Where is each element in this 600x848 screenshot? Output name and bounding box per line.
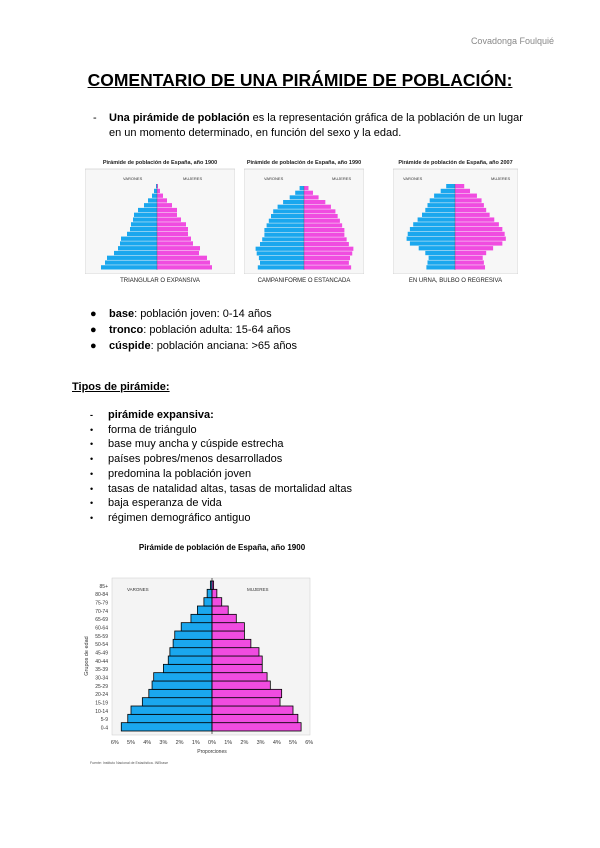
- mini-bar-male: [407, 237, 455, 241]
- mini-bar-female: [304, 214, 338, 218]
- bar-male: [170, 648, 212, 656]
- list-item: • tasas de natalidad altas, tasas de mortalidad altas: [90, 482, 352, 495]
- mini-bar-male: [441, 189, 455, 193]
- mini-left-label: VARONES: [403, 176, 423, 181]
- x-tick-label: 6%: [110, 740, 119, 746]
- mini-bar-female: [304, 228, 344, 232]
- mini-bar-male: [264, 228, 304, 232]
- mini-bar-male: [408, 232, 455, 236]
- y-tick-label: 55-59: [95, 633, 108, 640]
- definition-text: es la representación gráfica de la población de un lugar en un momento determinado, en función del sexo y la edad.: [109, 112, 523, 139]
- bar-female: [212, 631, 244, 639]
- y-tick-label: 10-14: [95, 708, 108, 715]
- x-tick-label: 2%: [240, 740, 249, 746]
- mini-bar-female: [157, 198, 167, 202]
- y-tick-label: 85+: [99, 583, 108, 590]
- mini-right-label: MUJERES: [183, 176, 203, 181]
- y-tick-label: 5-9: [100, 717, 108, 724]
- bar-female: [212, 598, 222, 606]
- mini-bar-female: [304, 247, 353, 251]
- mini-bar-female: [455, 237, 506, 241]
- mini-bar-female: [157, 222, 186, 226]
- bar-male: [168, 656, 212, 664]
- mini-pyramid-expansive: [85, 166, 235, 274]
- bar-female: [212, 606, 228, 614]
- legend-male: VARONES: [127, 587, 149, 592]
- mini-bar-female: [304, 186, 308, 190]
- x-tick-label: 5%: [289, 740, 297, 746]
- mini-bar-male: [429, 256, 455, 260]
- mini-bar-female: [157, 203, 172, 207]
- bar-female: [212, 656, 262, 664]
- mini-bar-female: [455, 265, 485, 269]
- bar-male: [152, 681, 212, 689]
- legend-female: MUJERES: [247, 587, 269, 592]
- mini-bar-female: [455, 232, 505, 236]
- mini-bar-male: [422, 213, 455, 217]
- bar-female: [212, 706, 293, 714]
- part-desc: : población joven: 0-14 años: [134, 308, 272, 320]
- list-item: • régimen demográfico antiguo: [90, 511, 251, 524]
- mini-bar-male: [419, 246, 455, 250]
- y-tick-label: 65-69: [95, 617, 108, 624]
- mini-bar-male: [264, 233, 304, 237]
- section-heading: Tipos de pirámide:: [72, 381, 170, 393]
- list-item: • base muy ancha y cúspide estrecha: [90, 438, 284, 451]
- mini-bar-male: [138, 208, 157, 212]
- mini-bar-female: [304, 261, 349, 265]
- y-axis-label: Grupos de edad: [84, 636, 90, 676]
- mini-chart-expansive: [85, 160, 235, 284]
- bar-male: [197, 606, 212, 614]
- mini-bar-male: [121, 237, 157, 241]
- mini-chart-stationary: [244, 160, 364, 284]
- bar-male: [149, 689, 212, 697]
- mini-left-label: VARONES: [264, 176, 284, 181]
- bar-female: [212, 589, 217, 597]
- y-tick-label: 80-84: [95, 592, 108, 599]
- bar-male: [131, 706, 212, 714]
- part-term: cúspide: [109, 340, 151, 352]
- mini-bar-male: [290, 195, 304, 199]
- bar-male: [121, 723, 212, 731]
- mini-bar-female: [304, 256, 350, 260]
- y-tick-label: 35-39: [95, 667, 108, 674]
- y-tick-label: 15-19: [95, 700, 108, 707]
- bar-male: [173, 639, 212, 647]
- mini-bar-female: [455, 198, 482, 202]
- mini-bar-female: [157, 256, 207, 260]
- mini-bar-female: [455, 203, 484, 207]
- part-term: tronco: [109, 324, 144, 336]
- mini-bar-female: [304, 205, 331, 209]
- mini-pyramid-stationary: [244, 166, 364, 274]
- y-tick-label: 30-34: [95, 675, 108, 682]
- bar-female: [212, 723, 301, 731]
- mini-type-label: CAMPANIFORME O ESTANCADA: [257, 278, 351, 284]
- mini-bar-male: [114, 251, 157, 255]
- list-item: • países pobres/menos desarrollados: [90, 453, 283, 466]
- x-tick-label: 6%: [305, 740, 314, 746]
- mini-bar-male: [131, 222, 157, 226]
- mini-bar-female: [304, 209, 335, 213]
- mini-bar-female: [455, 217, 494, 221]
- bar-female: [212, 664, 262, 672]
- mini-bar-male: [295, 191, 304, 195]
- mini-bar-male: [101, 265, 157, 269]
- y-tick-label: 25-29: [95, 683, 108, 690]
- mini-bar-male: [152, 194, 157, 198]
- mini-bar-female: [304, 251, 352, 255]
- bar-male: [154, 673, 212, 681]
- mini-bar-male: [434, 194, 455, 198]
- mini-bar-male: [300, 186, 304, 190]
- x-tick-label: 0%: [208, 740, 216, 746]
- mini-bar-male: [256, 247, 304, 251]
- mini-bar-female: [304, 223, 342, 227]
- y-tick-label: 75-79: [95, 600, 108, 607]
- mini-bar-male: [269, 219, 304, 223]
- mini-bar-female: [455, 227, 502, 231]
- mini-bar-male: [257, 251, 304, 255]
- y-tick-label: 0-4: [100, 725, 108, 732]
- mini-bar-female: [157, 217, 181, 221]
- y-tick-label: 40-44: [95, 658, 108, 665]
- mini-bar-male: [105, 260, 157, 264]
- bar-male: [128, 714, 212, 722]
- mini-bar-female: [304, 265, 351, 269]
- mini-bar-female: [455, 189, 470, 193]
- bar-male: [207, 589, 212, 597]
- mini-bar-female: [157, 208, 177, 212]
- mini-bar-female: [304, 191, 313, 195]
- bar-female: [212, 673, 267, 681]
- mini-bar-male: [428, 203, 456, 207]
- mini-bar-male: [127, 232, 157, 236]
- mini-bar-male: [278, 205, 304, 209]
- y-tick-label: 45-49: [95, 650, 108, 657]
- mini-bar-male: [413, 222, 455, 226]
- mini-bar-male: [425, 208, 455, 212]
- list-heading: - pirámide expansiva:: [90, 409, 214, 421]
- mini-bar-male: [144, 203, 157, 207]
- x-tick-label: 3%: [256, 740, 265, 746]
- bar-female: [212, 623, 244, 631]
- mini-bar-male: [154, 189, 157, 193]
- mini-bar-female: [455, 184, 464, 188]
- mini-bar-female: [455, 260, 484, 264]
- x-tick-label: 4%: [272, 740, 281, 746]
- x-tick-label: 3%: [159, 740, 168, 746]
- y-tick-label: 60-64: [95, 625, 108, 632]
- pyramid-parts-list: [90, 306, 297, 354]
- mini-bar-male: [120, 241, 157, 245]
- mini-bar-female: [157, 265, 212, 269]
- page-title: COMENTARIO DE UNA PIRÁMIDE DE POBLACIÓN:: [87, 70, 513, 90]
- mini-bar-female: [157, 189, 160, 193]
- part-desc: : población adulta: 15-64 años: [143, 324, 291, 336]
- x-axis-label: Proporciones: [197, 749, 227, 755]
- mini-bar-female: [304, 237, 347, 241]
- mini-bar-female: [455, 213, 490, 217]
- mini-bar-male: [273, 209, 304, 213]
- mini-chart-caption: Pirámide de población de España, año 1990: [246, 160, 362, 166]
- mini-bar-female: [157, 227, 188, 231]
- mini-bar-female: [455, 194, 477, 198]
- part-desc: : población anciana: >65 años: [150, 340, 298, 352]
- mini-bar-male: [410, 227, 455, 231]
- y-tick-label: 20-24: [95, 692, 108, 699]
- bar-female: [212, 639, 251, 647]
- mini-bar-male: [283, 200, 304, 204]
- mini-bar-male: [260, 261, 304, 265]
- y-tick-label: 50-54: [95, 642, 108, 649]
- bar-female: [212, 714, 298, 722]
- mini-bar-male: [446, 184, 455, 188]
- mini-bar-male: [118, 246, 157, 250]
- y-tick-label: 70-74: [95, 608, 108, 615]
- mini-chart-caption: Pirámide de población de España, año 1900: [102, 160, 218, 166]
- mini-bar-male: [428, 260, 456, 264]
- mini-bar-female: [304, 219, 340, 223]
- bar-female: [212, 689, 282, 697]
- bar-male: [181, 623, 212, 631]
- mini-bar-male: [271, 214, 304, 218]
- definition-paragraph: [93, 111, 533, 141]
- mini-chart-regressive: [393, 160, 518, 284]
- mini-bar-male: [418, 217, 455, 221]
- mini-bar-male: [260, 242, 304, 246]
- mini-bar-male: [107, 256, 157, 260]
- mini-bar-male: [430, 198, 455, 202]
- bar-male: [163, 664, 212, 672]
- mini-bar-male: [134, 213, 157, 217]
- bar-female: [212, 681, 270, 689]
- mini-bar-female: [157, 260, 210, 264]
- mini-bar-female: [157, 251, 199, 255]
- mini-bar-female: [455, 222, 499, 226]
- pyramid-types-list: [90, 408, 352, 526]
- bar-male: [191, 614, 212, 622]
- x-tick-label: 1%: [224, 740, 233, 746]
- chart-title: Pirámide de población de España, año 1900: [138, 543, 306, 552]
- mini-bar-female: [304, 200, 325, 204]
- mini-bar-male: [262, 237, 304, 241]
- mini-bar-female: [455, 241, 502, 245]
- mini-bar-male: [130, 227, 157, 231]
- bar-male: [175, 631, 212, 639]
- chart-source: Fuente: Instituto Nacional de Estadística. INEbase: [90, 761, 169, 765]
- mini-chart-caption: Pirámide de población de España, año 2007: [398, 160, 513, 166]
- mini-bar-female: [304, 233, 344, 237]
- list-item: • baja esperanza de vida: [90, 497, 222, 510]
- mini-bar-male: [133, 217, 157, 221]
- pyramid-svg: [82, 552, 322, 767]
- x-tick-label: 4%: [143, 740, 152, 746]
- mini-bar-female: [157, 241, 193, 245]
- mini-pyramid-regressive: [393, 166, 518, 274]
- mini-bar-female: [304, 242, 349, 246]
- definition-term: Una pirámide de población: [109, 112, 250, 124]
- mini-bar-male: [267, 223, 304, 227]
- list-item: ● base: población joven: 0-14 años: [90, 308, 272, 320]
- mini-right-label: MUJERES: [491, 176, 511, 181]
- mini-left-label: VARONES: [123, 176, 143, 181]
- part-term: base: [109, 308, 135, 320]
- list-item: ● tronco: población adulta: 15-64 años: [90, 324, 291, 336]
- mini-bar-male: [148, 198, 157, 202]
- bar-female: [212, 614, 236, 622]
- mini-bar-female: [157, 246, 200, 250]
- mini-bar-male: [258, 265, 304, 269]
- x-tick-label: 1%: [191, 740, 200, 746]
- mini-bar-male: [410, 241, 455, 245]
- mini-bar-female: [157, 213, 177, 217]
- mini-bar-male: [425, 251, 455, 255]
- bar-male: [204, 598, 212, 606]
- mini-bar-female: [157, 194, 163, 198]
- mini-bar-female: [455, 208, 486, 212]
- mini-bar-female: [157, 237, 191, 241]
- population-pyramid-chart: [82, 543, 322, 772]
- list-dash: -: [93, 112, 97, 124]
- list-item: • predomina la población joven: [90, 467, 252, 480]
- x-tick-label: 5%: [127, 740, 135, 746]
- mini-bar-female: [455, 246, 493, 250]
- mini-bar-female: [455, 256, 483, 260]
- x-tick-label: 2%: [175, 740, 184, 746]
- bar-female: [212, 648, 259, 656]
- mini-bar-male: [259, 256, 304, 260]
- mini-type-label: TRIANGULAR O EXPANSIVA: [120, 278, 200, 284]
- author-name: Covadonga Foulquié: [470, 36, 554, 46]
- mini-right-label: MUJERES: [332, 176, 352, 181]
- bar-male: [142, 698, 212, 706]
- bar-female: [212, 698, 280, 706]
- mini-bar-female: [455, 251, 486, 255]
- list-item: ● cúspide: población anciana: >65 años: [90, 340, 298, 352]
- mini-bar-female: [304, 195, 319, 199]
- mini-bar-female: [157, 232, 188, 236]
- list-item: • forma de triángulo: [90, 423, 197, 436]
- mini-type-label: EN URNA, BULBO O REGRESIVA: [408, 278, 503, 284]
- mini-bar-male: [426, 265, 455, 269]
